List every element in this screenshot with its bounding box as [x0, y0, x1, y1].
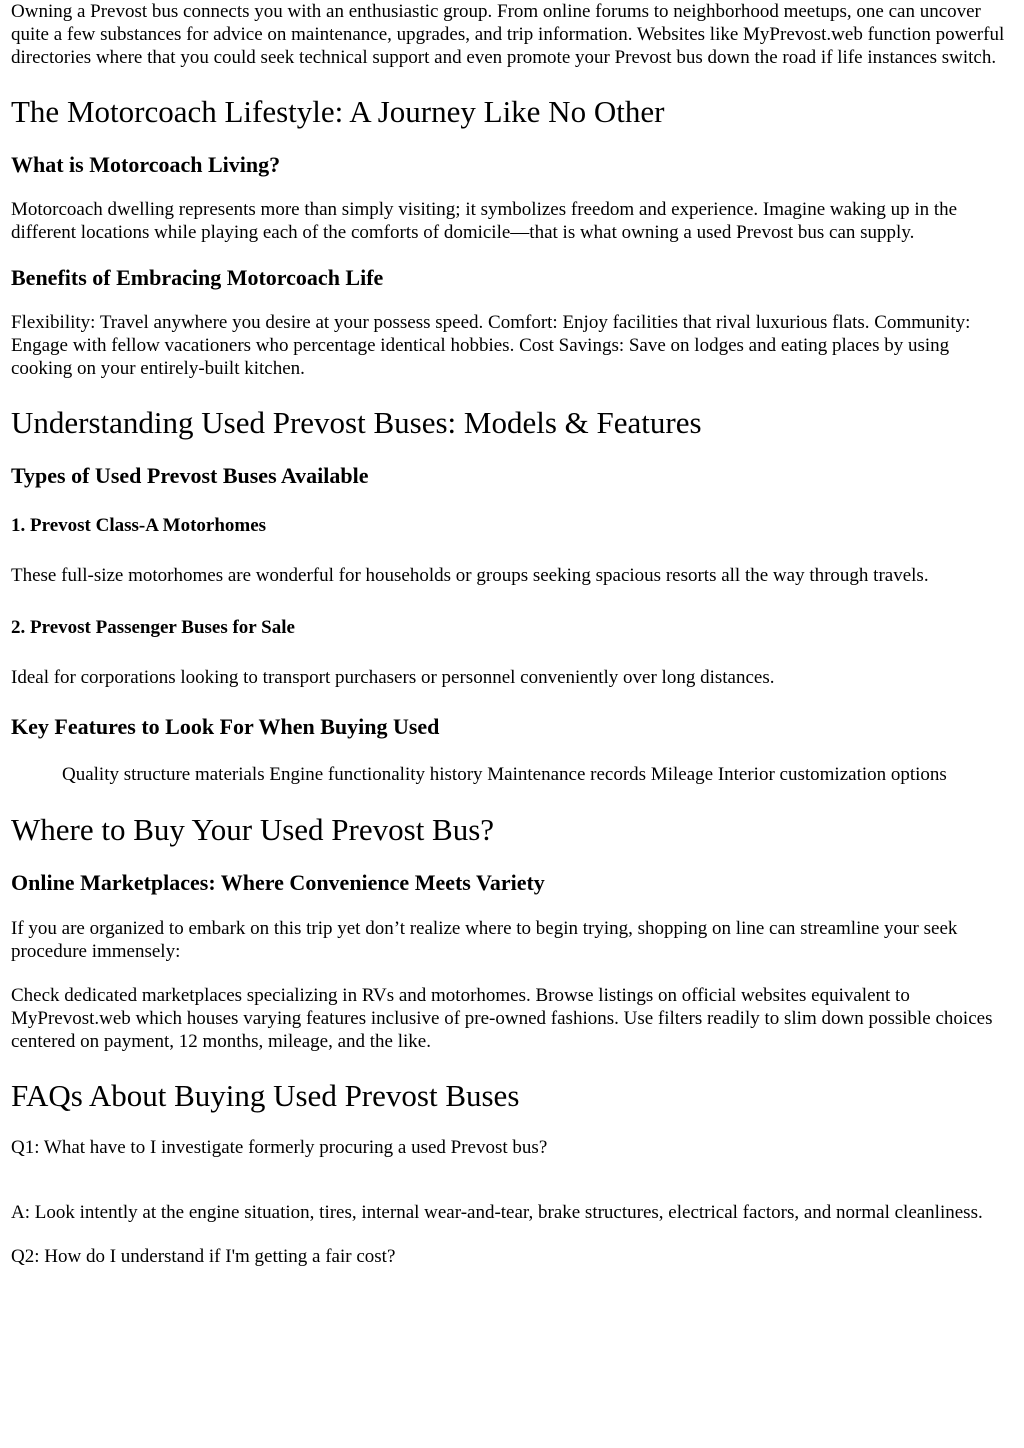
article [11, 0, 1013, 1268]
where-to-buy-heading: Where to Buy Your Used Prevost Bus? [11, 812, 495, 847]
class-a-heading: 1. Prevost Class-A Motorhomes [11, 515, 267, 536]
types-heading: Types of Used Prevost Buses Available [11, 463, 369, 488]
passenger-buses-paragraph: Ideal for corporations looking to transport purchasers or personnel conveniently over long distances. [11, 667, 775, 688]
online-marketplaces-paragraph-2: Check dedicated marketplaces specializing in RVs and motorhomes. Browse listings on official websites equivalent to MyPrevost.web which houses varying features inclusive of pre-owned fashions. Use filters readily to slim down possible choices centered on payment, 12 months, mileage, and the like. [11, 985, 993, 1052]
faq-question-2: Q2: How do I understand if I'm getting a fair cost? [11, 1246, 396, 1267]
class-a-paragraph: These full-size motorhomes are wonderful for households or groups seeking spacious resorts all the way through travels. [11, 565, 929, 586]
key-features-heading: Key Features to Look For When Buying Used [11, 714, 440, 739]
online-marketplaces-paragraph-1: If you are organized to embark on this trip yet don’t realize where to begin trying, shopping on line can streamline your seek procedure immensely: [11, 918, 958, 962]
what-is-motorcoach-living-paragraph: Motorcoach dwelling represents more than simply visiting; it symbolizes freedom and experience. Imagine waking up in the different locations while playing each of the comforts of domicile—that is what owning a used Prevost bus can supply. [11, 199, 958, 243]
faq-answer-1: A: Look intently at the engine situation, tires, internal wear-and-tear, brake structures, electrical factors, and normal cleanliness. [11, 1202, 983, 1223]
passenger-buses-heading: 2. Prevost Passenger Buses for Sale [11, 617, 295, 638]
online-marketplaces-heading: Online Marketplaces: Where Convenience Meets Variety [11, 870, 545, 895]
lifestyle-heading: The Motorcoach Lifestyle: A Journey Like No Other [11, 94, 665, 129]
what-is-motorcoach-living-heading: What is Motorcoach Living? [11, 152, 281, 177]
benefits-paragraph: Flexibility: Travel anywhere you desire at your possess speed. Comfort: Enjoy facilities that rival luxurious flats. Community: Engage with fellow vacationers who percentage identical hobbies. Cost Savings: Save on lodges and eating places by using cooking on your entirely-built kitchen. [11, 312, 971, 379]
intro-paragraph: Owning a Prevost bus connects you with an enthusiastic group. From online forums to neighborhood meetups, one can uncover quite a few substances for advice on maintenance, upgrades, and trip information. Websites like MyPrevost.web function powerful directories where that you could seek technical support and even promote your Prevost bus down the road if life instances switch. [11, 1, 1005, 68]
benefits-heading: Benefits of Embracing Motorcoach Life [11, 265, 384, 290]
key-features-list: Quality structure materials Engine functionality history Maintenance records Mileage Interior customization options [62, 764, 947, 785]
faq-question-1: Q1: What have to I investigate formerly procuring a used Prevost bus? [11, 1137, 548, 1158]
faqs-heading: FAQs About Buying Used Prevost Buses [11, 1078, 520, 1113]
models-heading: Understanding Used Prevost Buses: Models & Features [11, 405, 702, 440]
